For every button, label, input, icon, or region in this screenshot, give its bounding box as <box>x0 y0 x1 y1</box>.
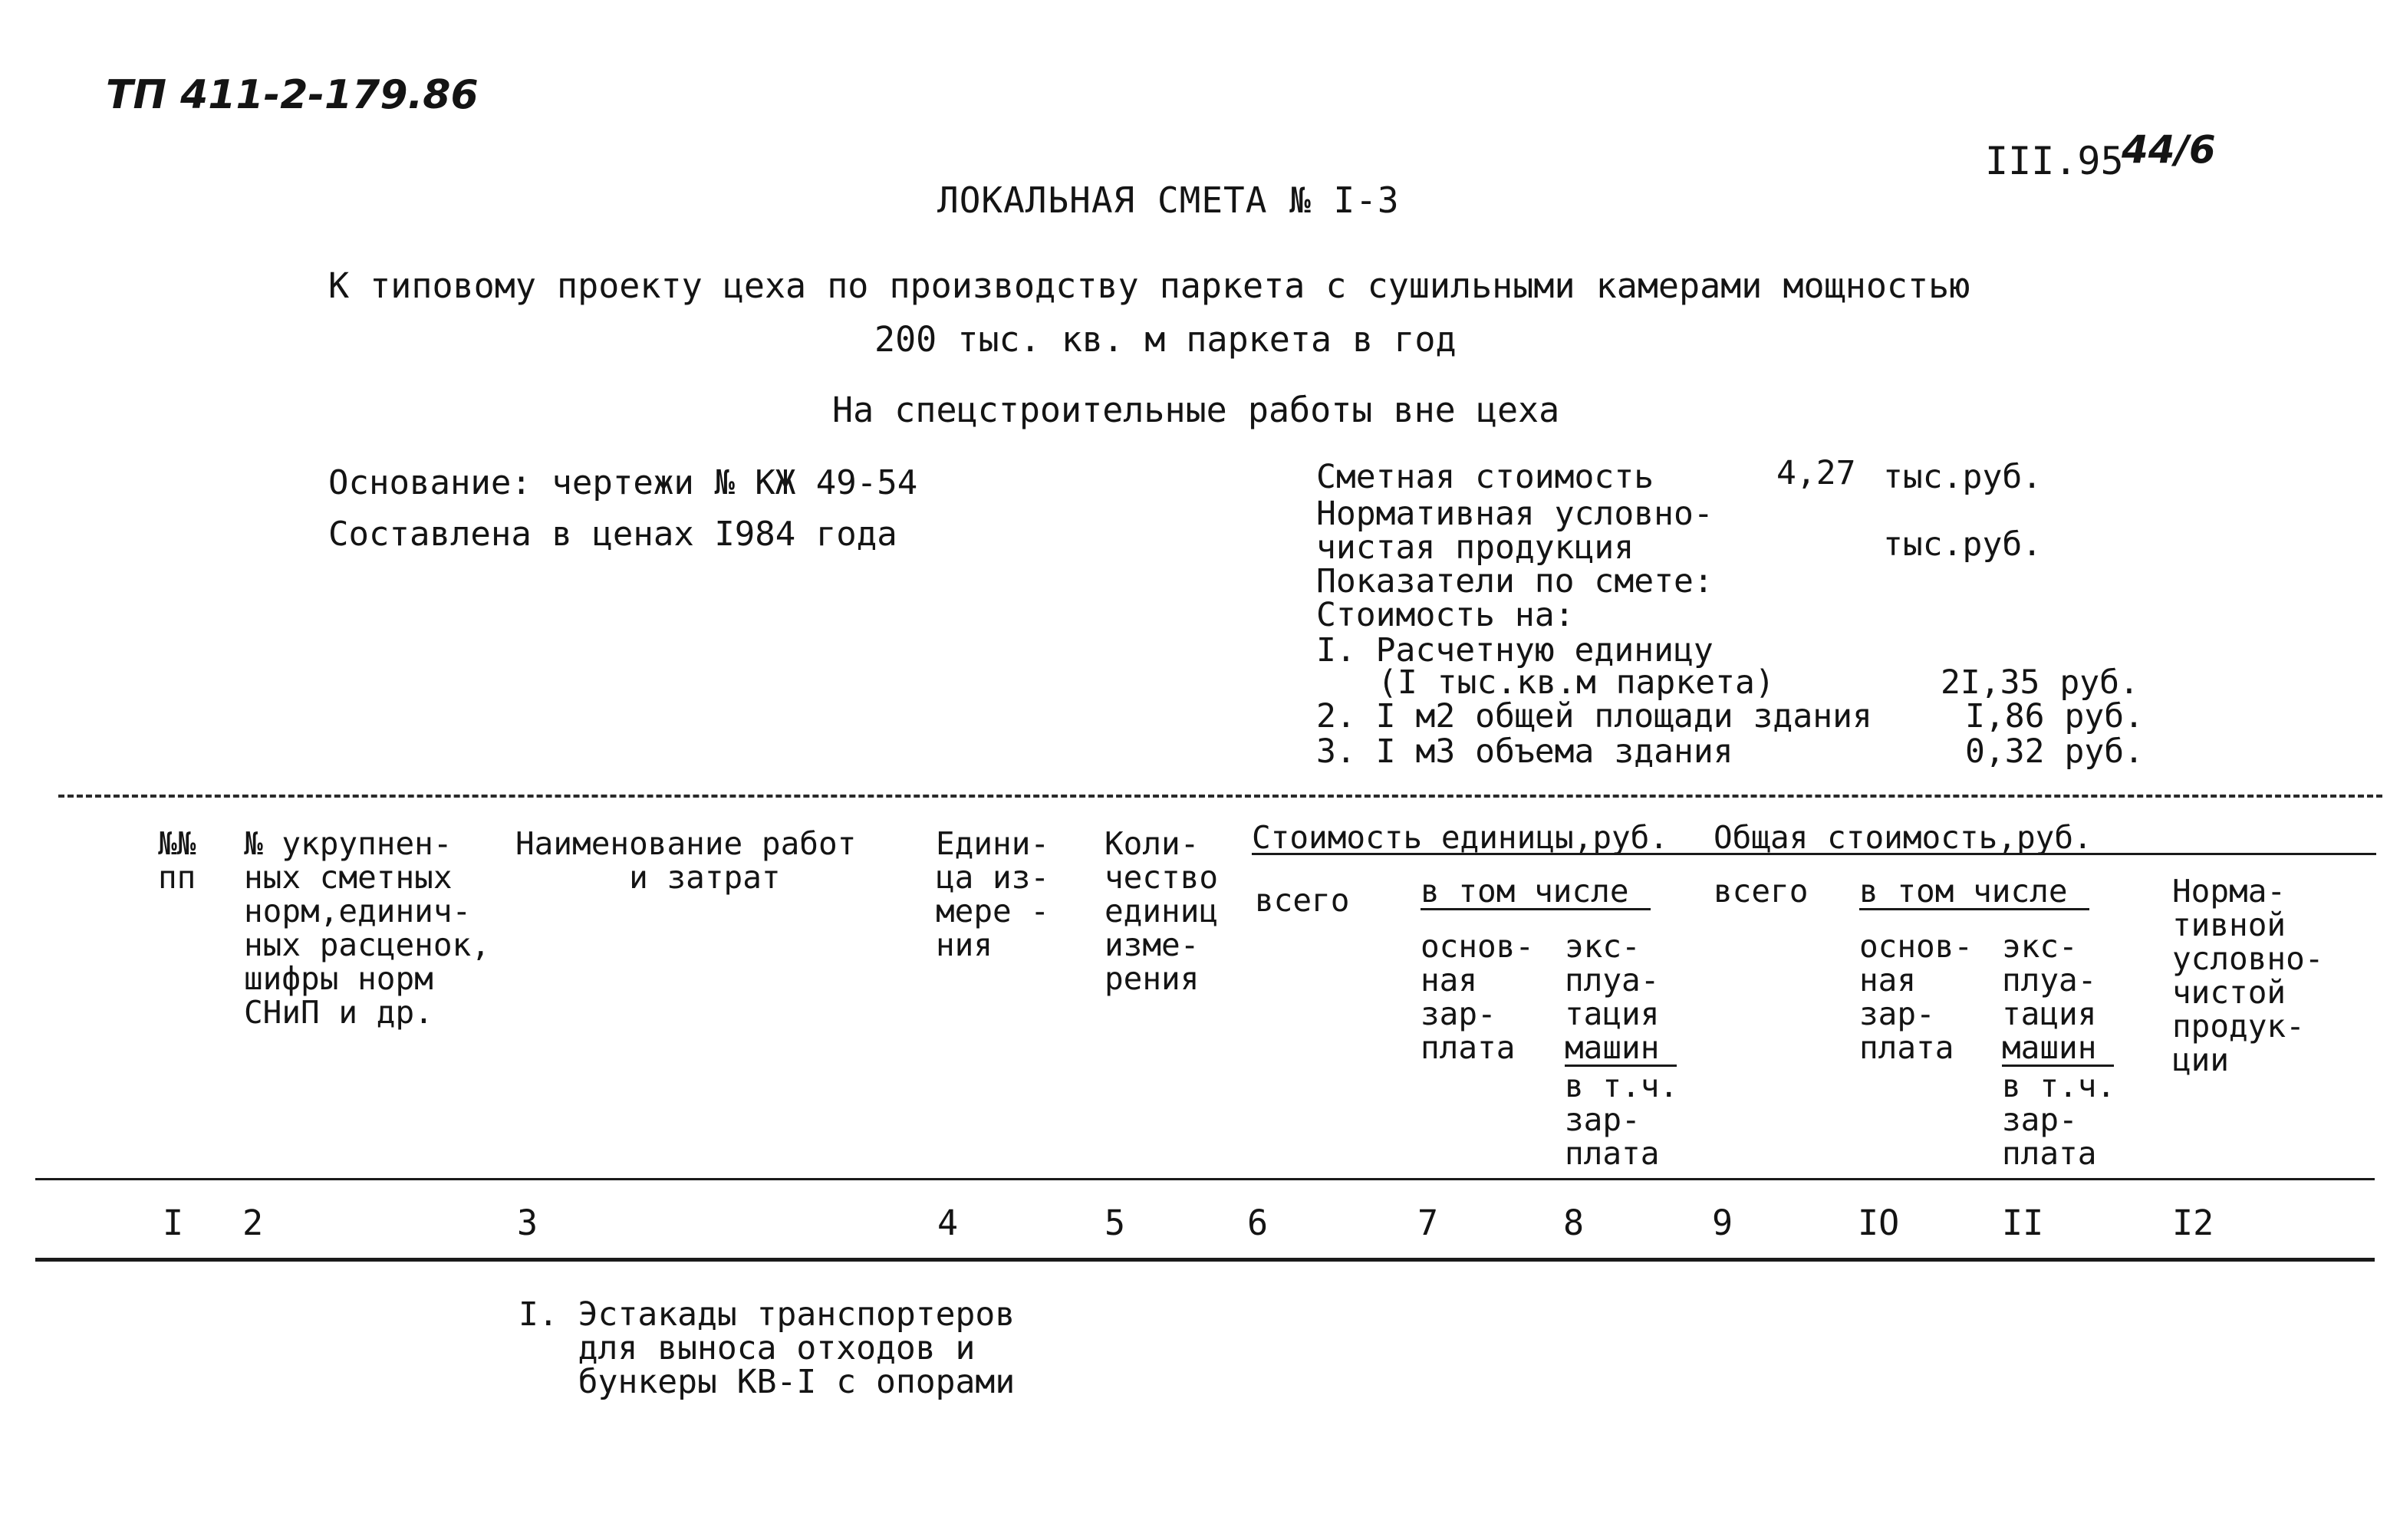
header-normative: Норма- тивной условно- чистой продук- ции <box>2172 873 2324 1078</box>
column-number: 6 <box>1247 1203 1269 1243</box>
header-unit-total: всего <box>1255 882 1350 919</box>
header-total-basic-wage: основ- ная зар- плата <box>1859 928 1974 1066</box>
column-number: 3 <box>517 1203 538 1243</box>
header-unit-machines: экс- плуа- тация машин <box>1565 928 1660 1066</box>
header-unit-machines-underline <box>1565 1065 1677 1067</box>
header-norm-codes: № укрупнен- ных сметных норм,единич- ных расценок, шифры норм СНиП и др. <box>244 825 490 1031</box>
header-total-all: всего <box>1714 873 1809 910</box>
header-unit-machines-wage: в т.ч. зар- плата <box>1565 1068 1679 1172</box>
estimated-cost-label: Сметная стоимость <box>1316 458 1654 496</box>
section-title: I. Эстакады транспортеров для выноса отходов и бункеры КВ-I с опорами <box>519 1295 1016 1401</box>
header-unit-including-underline <box>1421 908 1651 910</box>
column-number: 4 <box>937 1203 959 1243</box>
estimated-cost-unit: тыс.руб. <box>1883 458 2043 496</box>
basis-line: Основание: чертежи № КЖ 49-54 <box>328 463 918 502</box>
column-number: 2 <box>242 1203 264 1243</box>
indicators-label: Показатели по смете: <box>1316 562 1714 601</box>
column-number: 8 <box>1563 1203 1585 1243</box>
header-total-machines-wage: в т.ч. зар- плата <box>2002 1068 2116 1172</box>
header-total-including: в том числе <box>1859 873 2068 910</box>
normative-label-1: Нормативная условно- <box>1316 495 1714 533</box>
indicator-2-value: I,86 руб. <box>1965 697 2144 735</box>
header-unit-including: в том числе <box>1421 873 1629 910</box>
header-quantity: Коли- чество единиц изме- рения <box>1105 825 1219 997</box>
normative-label-2: чистая продукция <box>1316 528 1635 567</box>
header-total-machines: экс- плуа- тация машин <box>2002 928 2097 1066</box>
sheet-number-typed: III.95 <box>1985 139 2124 183</box>
indicator-2-label: 2. I м2 общей площади здания <box>1316 697 1872 735</box>
header-total-cost: Общая стоимость,руб. <box>1714 819 2092 856</box>
document-code-stamp: ТП 411-2-179.86 <box>106 72 479 118</box>
subtitle-line-1: К типовому проекту цеха по производству паркета с сушильными камерами мощностью <box>328 265 1970 306</box>
work-type: На спецстроительные работы вне цеха <box>832 390 1560 430</box>
header-total-machines-underline <box>2002 1065 2114 1067</box>
column-number: 7 <box>1417 1203 1439 1243</box>
header-cost-underline <box>1252 853 2376 855</box>
indicator-1-label: I. Расчетную единицу <box>1316 631 1714 670</box>
indicator-3-label: 3. I м3 объема здания <box>1316 732 1733 771</box>
header-unit-cost: Стоимость единицы,руб. <box>1252 819 1669 856</box>
column-number: IO <box>1858 1203 1900 1243</box>
column-number: 5 <box>1105 1203 1126 1243</box>
column-number: I <box>163 1203 184 1243</box>
indicator-1-sublabel: (I тыс.кв.м паркета) <box>1378 663 1775 702</box>
cost-per-label: Стоимость на: <box>1316 596 1575 634</box>
column-numbers-rule <box>35 1258 2375 1262</box>
document-title: ЛОКАЛЬНАЯ СМЕТА № I-3 <box>937 179 1400 221</box>
sheet-number-handwritten: 44/6 <box>2122 127 2216 172</box>
column-number: II <box>2002 1203 2044 1243</box>
estimated-cost-value: 4,27 <box>1776 454 1856 492</box>
header-work-name: Наименование работ и затрат <box>515 825 857 896</box>
table-top-rule <box>58 795 2382 798</box>
header-total-including-underline <box>1859 908 2089 910</box>
header-unit-basic-wage: основ- ная зар- плата <box>1421 928 1535 1066</box>
prices-year-line: Составлена в ценах I984 года <box>328 515 897 554</box>
column-number: 9 <box>1712 1203 1733 1243</box>
indicator-3-value: 0,32 руб. <box>1965 732 2144 771</box>
header-row-number: №№ пп <box>158 825 196 896</box>
header-bottom-rule <box>35 1178 2375 1180</box>
header-unit: Едини- ца из- мере - ния <box>936 825 1050 963</box>
indicator-1-value: 2I,35 руб. <box>1941 663 2139 702</box>
column-number: I2 <box>2172 1203 2214 1243</box>
subtitle-line-2: 200 тыс. кв. м паркета в год <box>874 319 1457 360</box>
normative-unit: тыс.руб. <box>1883 525 2043 564</box>
